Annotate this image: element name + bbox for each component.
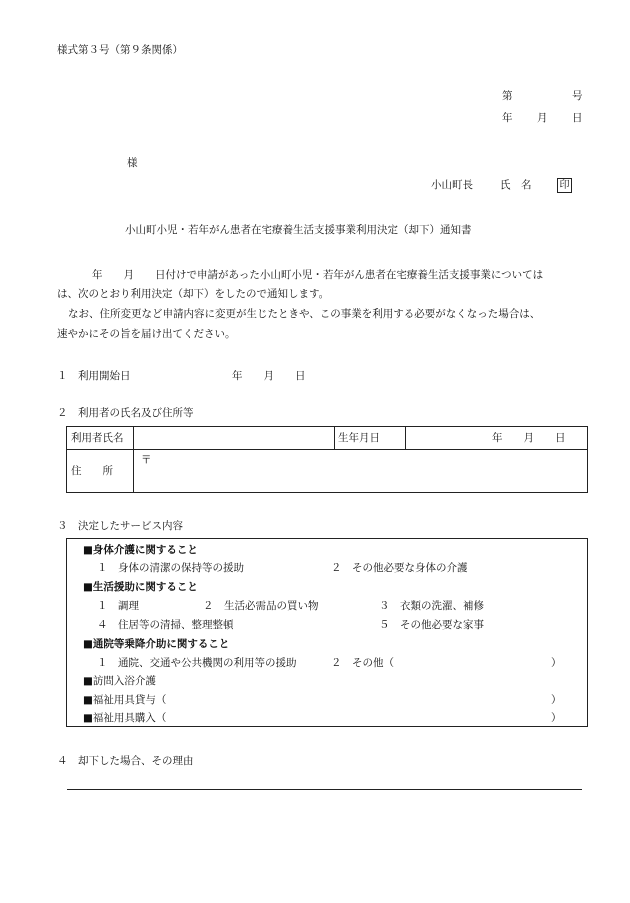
service-item: ２ その他必要な身体の介護	[331, 562, 468, 574]
service-item: １ 身体の清潔の保持等の援助	[97, 562, 244, 574]
user-name-header: 利用者氏名	[71, 432, 124, 444]
reason-underline	[67, 789, 582, 790]
section3-label: ３ 決定したサービス内容	[57, 520, 183, 532]
document-number-suffix: 号	[572, 90, 583, 102]
section2-label: ２ 利用者の氏名及び住所等	[57, 407, 194, 419]
service-category-equipment-purchase: ■福祉用具購入（	[83, 712, 167, 724]
table-col-divider	[133, 427, 134, 449]
form-number: 様式第３号（第９条関係）	[57, 44, 183, 56]
table-col-divider	[334, 427, 335, 449]
issuer-title: 小山町長	[431, 179, 473, 191]
service-item: ４ 住居等の清掃、整理整頓	[97, 619, 234, 631]
addressee-suffix: 様	[127, 157, 138, 169]
service-category-transport-assist: ■通院等乗降介助に関すること	[83, 638, 230, 650]
seal-stamp: 印	[557, 178, 572, 193]
body-paragraph2-line2: 速やかにその旨を届け出てください。	[57, 328, 236, 340]
address-header: 住 所	[71, 465, 113, 477]
section1-label: １ 利用開始日	[57, 370, 131, 382]
birthdate-field: 年 月 日	[492, 432, 566, 444]
issuer-name-label: 氏 名	[500, 179, 532, 191]
service-item-other: ２ その他（	[331, 657, 394, 669]
paren-close: ）	[551, 657, 562, 669]
body-paragraph1-line2: は、次のとおり利用決定（却下）をしたので通知します。	[57, 288, 330, 300]
issue-date-year: 年	[502, 112, 513, 124]
service-category-life-support: ■生活援助に関すること	[83, 581, 198, 593]
service-category-equipment-rental: ■福祉用具貸与（	[83, 694, 167, 706]
service-category-body-care: ■身体介護に関すること	[83, 544, 198, 556]
table-col-divider	[133, 449, 134, 493]
paren-close: ）	[551, 694, 562, 706]
service-item: １ 調理	[97, 600, 139, 612]
service-item: ２ 生活必需品の買い物	[203, 600, 319, 612]
birthdate-header: 生年月日	[338, 432, 380, 444]
body-paragraph1-line1: 年 月 日付けで申請があった小山町小児・若年がん患者在宅療養生活支援事業については	[92, 269, 544, 281]
issue-date-day: 日	[572, 112, 583, 124]
applicant-table	[66, 426, 588, 493]
body-paragraph2-line1: なお、住所変更など申請内容に変更が生じたときや、この事業を利用する必要がなくなった場合は、	[68, 308, 541, 320]
document-title: 小山町小児・若年がん患者在宅療養生活支援事業利用決定（却下）通知書	[125, 224, 472, 236]
postal-mark: 〒	[141, 454, 152, 466]
services-box	[66, 538, 588, 727]
section4-label: ４ 却下した場合、その理由	[57, 755, 194, 767]
document-number-prefix: 第	[502, 90, 513, 102]
table-col-divider	[405, 427, 406, 449]
service-item: ３ 衣類の洗濯、補修	[379, 600, 484, 612]
service-category-bathing: ■訪問入浴介護	[83, 675, 156, 687]
table-row-divider	[67, 449, 587, 450]
issue-date-month: 月	[537, 112, 548, 124]
service-item: ５ その他必要な家事	[379, 619, 484, 631]
service-item: １ 通院、交通や公共機関の利用等の援助	[97, 657, 297, 669]
paren-close: ）	[551, 712, 562, 724]
start-date-field: 年 月 日	[232, 370, 306, 382]
